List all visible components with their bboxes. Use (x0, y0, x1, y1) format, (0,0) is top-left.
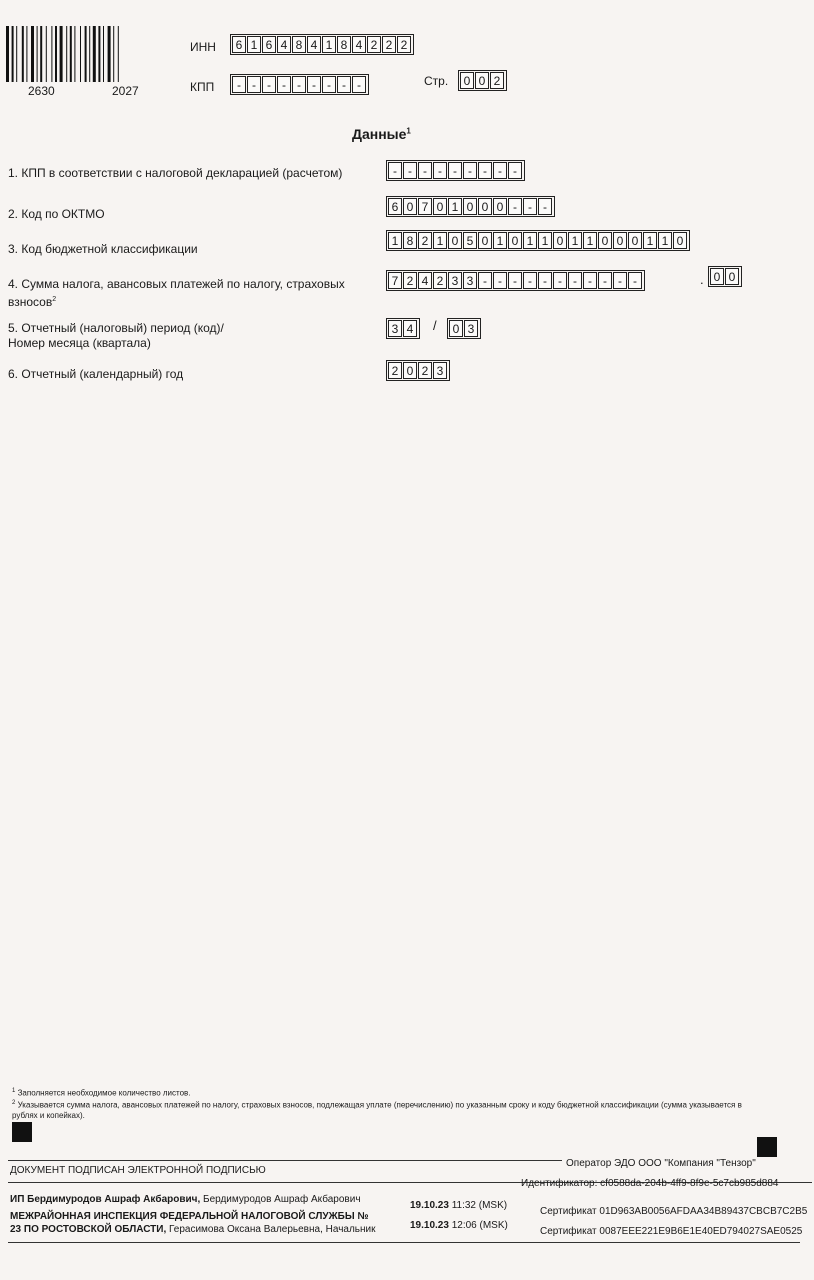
char-cell: 6 (388, 198, 402, 215)
char-cell: - (523, 198, 537, 215)
char-cell: 2 (367, 36, 381, 53)
char-cell: 5 (463, 232, 477, 249)
row-kpp-label: 1. КПП в соответствии с налоговой декларацией (расчетом) (8, 166, 343, 180)
footnote-1: $^1$ Заполняется необходимое количество листов. (12, 1088, 191, 1098)
char-cell: - (553, 272, 567, 289)
char-cell: - (508, 162, 522, 179)
barcode-bar (55, 26, 57, 82)
row-period-slash: / (433, 318, 437, 333)
char-cell: - (613, 272, 627, 289)
barcode-bar (12, 26, 14, 82)
barcode-bar (51, 26, 52, 82)
barcode-bar (93, 26, 96, 82)
barcode-bar (80, 26, 81, 82)
barcode-bar (98, 26, 100, 82)
row-kbk-label: 3. Код бюджетной классификации (8, 242, 198, 256)
row-period-month-cells (447, 318, 481, 339)
signature-line-bottom (8, 1242, 800, 1243)
doc-signed-label: ДОКУМЕНТ ПОДПИСАН ЭЛЕКТРОННОЙ ПОДПИСЬЮ (10, 1165, 266, 1176)
char-cell: 0 (475, 72, 489, 89)
page-label: Стр. (424, 74, 449, 88)
char-cell: - (583, 272, 597, 289)
barcode-bar (26, 26, 27, 82)
char-cell: 0 (598, 232, 612, 249)
char-cell: 4 (307, 36, 321, 53)
char-cell: 8 (403, 232, 417, 249)
char-cell: - (277, 76, 291, 93)
char-cell: 0 (403, 198, 417, 215)
row-sum-label: 4. Сумма налога, авансовых платежей по налогу, страховых взносов$^2$ (8, 277, 345, 309)
char-cell: 1 (568, 232, 582, 249)
barcode-bar (66, 26, 67, 82)
barcode-right-number: 2027 (112, 84, 139, 98)
signature-line-top (8, 1160, 562, 1161)
barcode-bar (37, 26, 38, 82)
signer-2-certificate: Сертификат 0087EEE221E9B6E1E40ED794027SAE0525 (540, 1226, 803, 1237)
char-cell: 3 (463, 272, 477, 289)
char-cell: 0 (710, 268, 724, 285)
char-cell: 0 (403, 362, 417, 379)
char-cell: 0 (478, 232, 492, 249)
row-sum-cells (386, 270, 645, 291)
char-cell: 0 (553, 232, 567, 249)
char-cell: 6 (262, 36, 276, 53)
barcode-bar (108, 26, 111, 82)
char-cell: 8 (337, 36, 351, 53)
barcode-left-number: 2630 (28, 84, 55, 98)
char-cell: 0 (725, 268, 739, 285)
barcode-bar (22, 26, 24, 82)
char-cell: 3 (464, 320, 478, 337)
row-period-label: 5. Отчетный (налоговый) период (код)/ Номер месяца (квартала) (8, 321, 224, 350)
barcode-bar (16, 26, 17, 82)
char-cell: 4 (352, 36, 366, 53)
char-cell: 1 (643, 232, 657, 249)
signer-2-datetime: 19.10.23 12:06 (MSK) (410, 1220, 508, 1231)
char-cell: 6 (232, 36, 246, 53)
char-cell: 1 (448, 198, 462, 215)
char-cell: - (433, 162, 447, 179)
barcode-bar (89, 26, 90, 82)
barcode-bar (118, 26, 119, 82)
char-cell: 4 (277, 36, 291, 53)
char-cell: 0 (493, 198, 507, 215)
char-cell: - (262, 76, 276, 93)
char-cell: - (493, 162, 507, 179)
row-sum-decimal-separator: . (700, 272, 704, 287)
char-cell: - (493, 272, 507, 289)
char-cell: - (418, 162, 432, 179)
signer-1: ИП Бердимуродов Ашраф Акбарович, Бердимуродов Ашраф Акбарович (10, 1194, 361, 1205)
char-cell: - (478, 162, 492, 179)
inn-field (230, 34, 414, 55)
char-cell: 1 (388, 232, 402, 249)
char-cell: 2 (418, 232, 432, 249)
marker-square-left (12, 1122, 32, 1142)
char-cell: 7 (418, 198, 432, 215)
char-cell: - (568, 272, 582, 289)
char-cell: 0 (460, 72, 474, 89)
barcode-bar (60, 26, 63, 82)
char-cell: 2 (397, 36, 411, 53)
barcode-bar (103, 26, 104, 82)
char-cell: - (463, 162, 477, 179)
marker-square-right (757, 1137, 777, 1157)
char-cell: 4 (403, 320, 417, 337)
char-cell: 0 (448, 232, 462, 249)
char-cell: 3 (448, 272, 462, 289)
char-cell: 2 (418, 362, 432, 379)
signer-2: МЕЖРАЙОННАЯ ИНСПЕКЦИЯ ФЕДЕРАЛЬНОЙ НАЛОГОВОЙ СЛУЖБЫ № 23 ПО РОСТОВСКОЙ ОБЛАСТИ, Герасимова Оксана Валерьевна, Начальник (10, 1211, 376, 1235)
row-oktmo-cells (386, 196, 555, 217)
char-cell: 2 (403, 272, 417, 289)
char-cell: 1 (523, 232, 537, 249)
char-cell: - (247, 76, 261, 93)
barcode-bar (85, 26, 87, 82)
barcode-bar (40, 26, 42, 82)
barcode (4, 26, 184, 90)
char-cell: 0 (673, 232, 687, 249)
char-cell: 1 (538, 232, 552, 249)
char-cell: - (478, 272, 492, 289)
signer-1-certificate: Сертификат 01D963AB0056AFDAA34B89437CBCB7C2B5 (540, 1206, 808, 1217)
char-cell: - (448, 162, 462, 179)
char-cell: - (598, 272, 612, 289)
char-cell: - (307, 76, 321, 93)
barcode-bar (31, 26, 34, 82)
row-kpp-cells (386, 160, 525, 181)
char-cell: - (538, 272, 552, 289)
char-cell: 0 (478, 198, 492, 215)
char-cell: - (628, 272, 642, 289)
barcode-bar (74, 26, 75, 82)
char-cell: - (508, 198, 522, 215)
char-cell: - (322, 76, 336, 93)
char-cell: - (508, 272, 522, 289)
char-cell: 0 (508, 232, 522, 249)
char-cell: 2 (382, 36, 396, 53)
char-cell: 4 (418, 272, 432, 289)
char-cell: - (538, 198, 552, 215)
char-cell: 3 (433, 362, 447, 379)
char-cell: 0 (613, 232, 627, 249)
char-cell: 3 (388, 320, 402, 337)
barcode-bar (70, 26, 72, 82)
row-sum-kopecks (708, 266, 742, 287)
row-year-label: 6. Отчетный (календарный) год (8, 367, 184, 381)
char-cell: 2 (490, 72, 504, 89)
char-cell: - (388, 162, 402, 179)
char-cell: 1 (322, 36, 336, 53)
row-year-cells (386, 360, 450, 381)
char-cell: 0 (628, 232, 642, 249)
char-cell: - (232, 76, 246, 93)
section-title: Данные$^1$ (352, 126, 411, 142)
char-cell: 2 (433, 272, 447, 289)
char-cell: 0 (463, 198, 477, 215)
row-period-code-cells (386, 318, 420, 339)
char-cell: - (352, 76, 366, 93)
char-cell: - (403, 162, 417, 179)
char-cell: 1 (493, 232, 507, 249)
inn-label: ИНН (190, 40, 216, 54)
char-cell: 8 (292, 36, 306, 53)
page-number-field (458, 70, 507, 91)
char-cell: 1 (247, 36, 261, 53)
char-cell: 1 (433, 232, 447, 249)
barcode-bar (46, 26, 47, 82)
footnote-2: $^2$ Указывается сумма налога, авансовых платежей по налогу, страховых взносов, подлежащая уплате (перечислению) по указанным сроку и коду бюджетной классификации (сумма указывается в рублях и копейках). (12, 1100, 742, 1120)
char-cell: - (292, 76, 306, 93)
char-cell: 0 (433, 198, 447, 215)
char-cell: 0 (449, 320, 463, 337)
kpp-field (230, 74, 369, 95)
char-cell: 1 (583, 232, 597, 249)
char-cell: 1 (658, 232, 672, 249)
char-cell: - (523, 272, 537, 289)
char-cell: 2 (388, 362, 402, 379)
row-kbk-cells (386, 230, 690, 251)
barcode-bar (6, 26, 9, 82)
edo-identifier: Идентификатор: cf0588da-204b-4ff9-8f9e-5c7cb985d884 (521, 1178, 779, 1189)
row-oktmo-label: 2. Код по ОКТМО (8, 207, 105, 221)
edo-operator: Оператор ЭДО ООО "Компания "Тензор" (566, 1158, 756, 1169)
barcode-bar (113, 26, 114, 82)
char-cell: - (337, 76, 351, 93)
kpp-label: КПП (190, 80, 215, 94)
signer-1-datetime: 19.10.23 11:32 (MSK) (410, 1200, 508, 1211)
char-cell: 7 (388, 272, 402, 289)
